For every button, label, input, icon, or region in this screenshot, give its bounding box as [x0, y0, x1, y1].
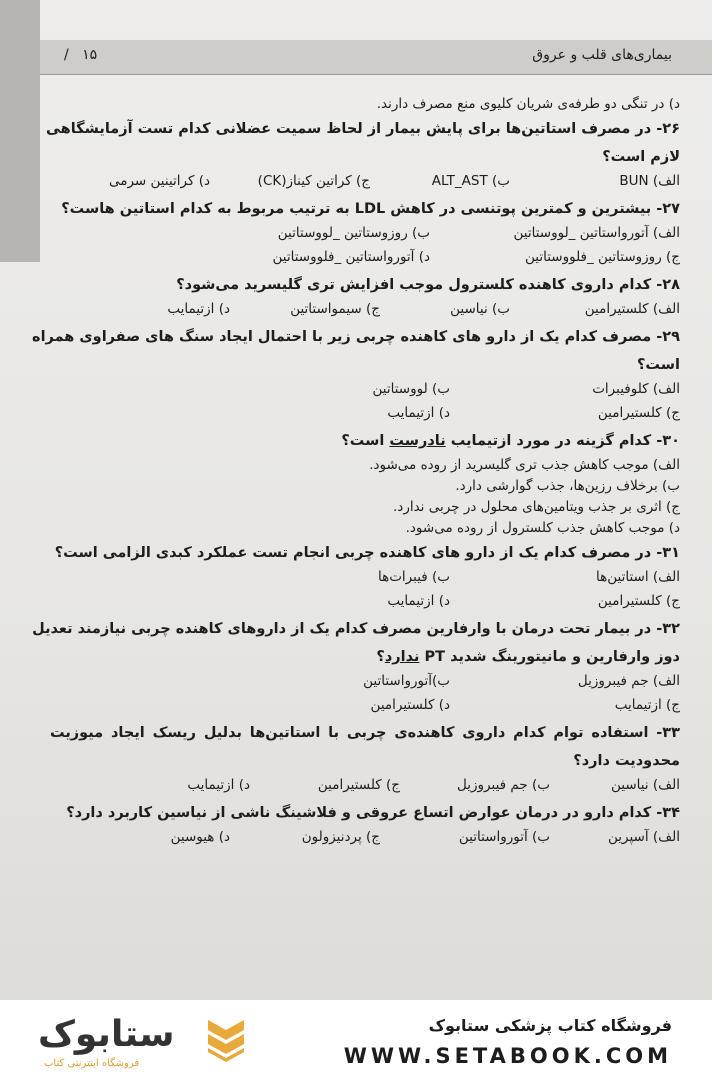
page-header: [40, 40, 712, 75]
q28-line-1: ۲۸- کدام داروی کاهنده کلسترول موجب افزایش تری گلیسرید می‌شود؟: [176, 277, 680, 293]
q33-opt-b: ب) جم فیبروزیل: [457, 777, 550, 793]
q30-answer-d: د) موجب کاهش جذب کلسترول از روده می‌شود.: [405, 520, 680, 536]
q31-opt-b: ب) فیبرات‌ها: [377, 569, 450, 585]
page-number: ۱۵ /: [64, 47, 98, 63]
q29-options-row1: [50, 379, 680, 403]
book-logo-icon: [206, 1016, 246, 1062]
chapter-title: بیماری‌های قلب و عروق: [532, 47, 672, 63]
q32-options-row1: [50, 671, 680, 695]
q28-opt-b: ب) نیاسین: [450, 301, 510, 317]
q26-opt-a: الف) BUN: [619, 173, 680, 189]
q29-opt-a: الف) کلوفیبرات: [592, 381, 680, 397]
q31-opt-d: د) ازتیمایب: [387, 593, 450, 609]
q29-options-row2: [50, 403, 680, 427]
q33-opt-c: ج) کلستیرامین: [317, 777, 400, 793]
q32-underlined-word: ندارد: [384, 649, 420, 665]
q33-line-2: محدودیت دارد؟: [573, 753, 680, 769]
q28-opt-a: الف) کلستیرامین: [584, 301, 680, 317]
q34-options: [50, 827, 680, 851]
store-banner: [0, 1000, 712, 1080]
q32-opt-b: ب)آتورواستاتین: [363, 673, 450, 689]
q33-opt-d: د) ازتیمایب: [187, 777, 250, 793]
q27-options-row1: [50, 223, 680, 247]
question-list: [32, 94, 680, 851]
q33-opt-a: الف) نیاسین: [610, 777, 680, 793]
q32-options-row2: [50, 695, 680, 719]
q29-opt-d: د) ازتیمایب: [387, 405, 450, 421]
q30-answer-c: ج) اثری بر جذب ویتامین‌های محلول در چربی ندارد.: [393, 499, 680, 515]
q33-line-1: ۳۳- استفاده توام کدام داروی کاهنده‌ی چربی با استاتین‌ها بدلیل ریسک ایجاد میوزیت: [50, 725, 680, 741]
q30-line-1: ۳۰- کدام گزینه در مورد ازتیمایب نادرست است؟: [341, 433, 680, 449]
q32-opt-c: ج) ازتیمایب: [614, 697, 680, 713]
q30-underlined-word: نادرست: [389, 433, 446, 449]
q26-opt-b: ب) ALT_AST: [431, 173, 510, 189]
q29-opt-c: ج) کلستیرامین: [597, 405, 680, 421]
q29-line-2: است؟: [637, 357, 680, 373]
q26-line-1: ۲۶- در مصرف استاتین‌ها برای پایش بیمار از لحاظ سمیت عضلانی کدام تست آزمایشگاهی: [46, 121, 680, 137]
q27-opt-b: ب) روزوستاتین _لووستاتین: [277, 225, 430, 241]
q27-line-1: ۲۷- بیشترین و کمترین پوتنسی در کاهش LDL به ترتیب مربوط به کدام استاتین هاست؟: [61, 201, 680, 217]
q26-line-2: لازم است؟: [602, 149, 680, 165]
q28-options: [50, 299, 680, 323]
q31-options-row2: [50, 591, 680, 615]
q30-answer-b: ب) برخلاف رزین‌ها، جذب گوارشی دارد.: [455, 478, 680, 494]
shop-url[interactable]: WWW.SETABOOK.COM: [343, 1044, 672, 1068]
chapter-side-tab: [0, 0, 40, 262]
q34-line-1: ۳۴- کدام دارو در درمان عوارض اتساع عروقی و فلاشینگ ناشی از نیاسین کاربرد دارد؟: [66, 805, 680, 821]
q31-line-1: ۳۱- در مصرف کدام یک از دارو های کاهنده چربی انجام تست عملکرد کبدی الزامی است؟: [54, 545, 680, 561]
q29-line-1: ۲۹- مصرف کدام یک از دارو های کاهنده چربی زیر با احتمال ایجاد سنگ های صفراوی همراه: [32, 329, 680, 345]
q31-options-row1: [50, 567, 680, 591]
q34-opt-a: الف) آسپرین: [607, 829, 680, 845]
q27-opt-d: د) آتورواستاتین _فلووستاتین: [272, 249, 430, 265]
q27-opt-a: الف) آتورواستاتین _لووستاتین: [513, 225, 680, 241]
q34-opt-d: د) هیوسین: [170, 829, 230, 845]
q32-opt-d: د) کلستیرامین: [370, 697, 450, 713]
shop-name: فروشگاه کتاب پزشکی ستابوک: [428, 1016, 672, 1035]
q27-options-row2: [50, 247, 680, 271]
q34-opt-c: ج) پردنیزولون: [301, 829, 380, 845]
q29-opt-b: ب) لووستاتین: [372, 381, 450, 397]
q30-answer-a: الف) موجب کاهش جذب تری گلیسرید از روده می‌شود.: [369, 457, 680, 473]
q32-line-2: دوز وارفارین و مانیتورینگ شدید PT ندارد؟: [376, 649, 680, 665]
lead-line: د) در تنگی دو طرفه‌ی شریان کلیوی منع مصرف دارند.: [376, 96, 680, 112]
logo-tagline: فروشگاه اینترنتی کتاب: [44, 1058, 140, 1069]
q26-opt-c: ج) کراتین کیناز(CK): [257, 173, 370, 189]
q28-opt-d: د) ازتیمایب: [167, 301, 230, 317]
q26-opt-d: د) کراتینین سرمی: [109, 173, 210, 189]
q32-line-1: ۳۲- در بیمار تحت درمان با وارفارین مصرف کدام یک از داروهای کاهنده چربی نیازمند تعدیل: [32, 621, 680, 637]
q32-opt-a: الف) جم فیبروزیل: [577, 673, 680, 689]
q33-options: [50, 775, 680, 799]
q27-opt-c: ج) روزوستاتین _فلووستاتین: [524, 249, 680, 265]
q31-opt-a: الف) استاتین‌ها: [596, 569, 680, 585]
q34-opt-b: ب) آتورواستاتین: [458, 829, 550, 845]
logo-wordmark: ستابوک: [38, 1014, 175, 1055]
q31-opt-c: ج) کلستیرامین: [597, 593, 680, 609]
q28-opt-c: ج) سیمواستاتین: [290, 301, 380, 317]
q26-options: [50, 171, 680, 195]
